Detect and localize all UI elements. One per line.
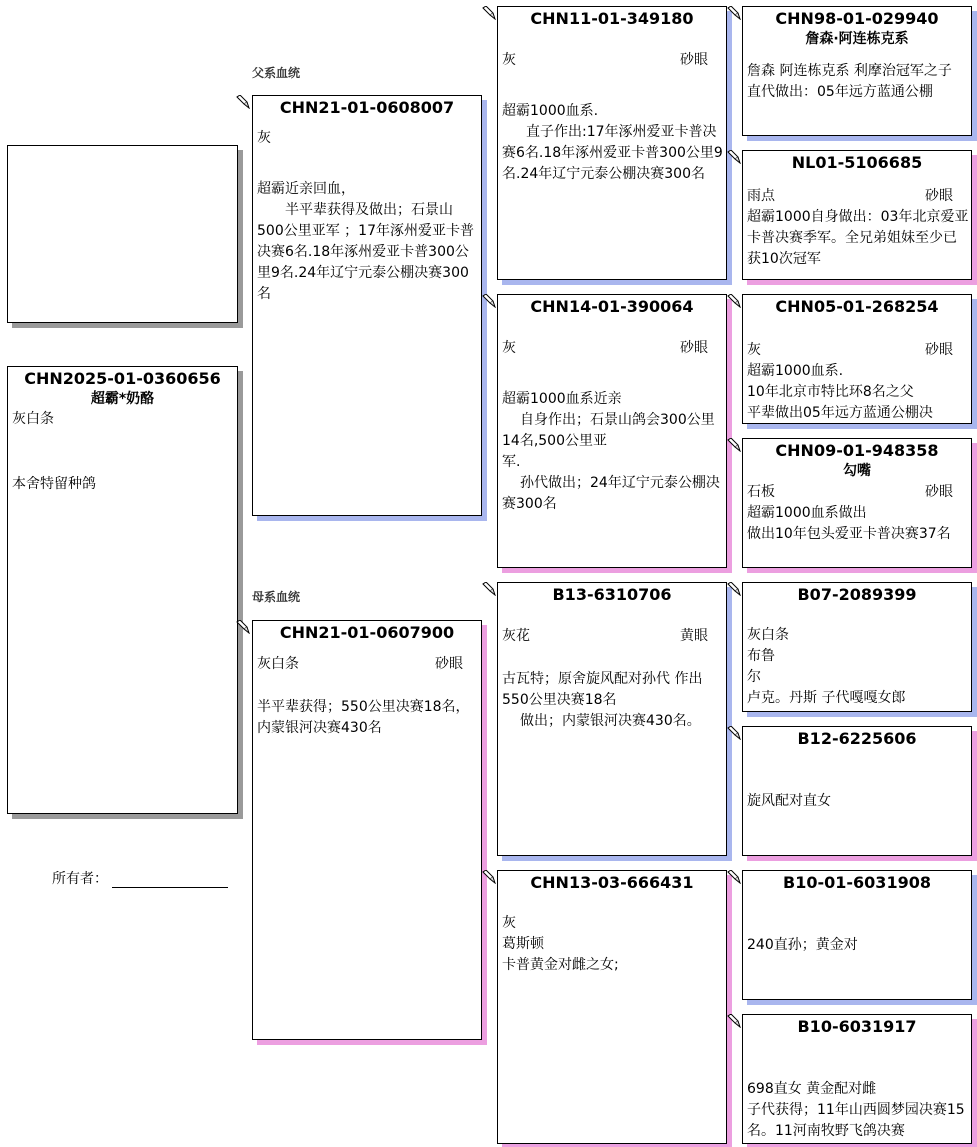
ssd-ring: NL01-5106685 [791, 153, 923, 172]
edit-pen-icon[interactable] [726, 294, 742, 308]
ss-color: 灰 [502, 52, 516, 68]
subject-note: 本舍特留种鸽 [12, 476, 96, 492]
dam-eye: 砂眼 [435, 656, 463, 672]
sdd-ring: CHN09-01-948358 [775, 441, 939, 460]
paternal-label: 父系血统 [252, 66, 301, 80]
sire-note-1: 超霸近亲回血， [257, 181, 355, 197]
sdd-note-1: 超霸1000血系做出 [747, 505, 867, 521]
sire-dam-card[interactable] [497, 294, 727, 568]
sss-ring: CHN98-01-029940 [775, 9, 939, 28]
owner-label: 所有者： [52, 871, 108, 887]
edit-pen-icon[interactable] [481, 6, 497, 20]
dsd-ring: B12-6225606 [797, 729, 917, 748]
dam-dam-card[interactable] [497, 870, 727, 1144]
ssd-card[interactable] [742, 150, 972, 280]
dam-note-1: 半平辈获得；550公里决赛18名，内蒙银河决赛430名 [257, 699, 470, 736]
sd-note-1: 超霸1000血系近亲 [502, 391, 622, 407]
owner-line[interactable] [112, 873, 228, 888]
sire-color: 灰 [257, 130, 271, 146]
ss-eye: 砂眼 [680, 52, 708, 68]
dds-note-1: 240直孙；黄金对 [747, 937, 858, 953]
sds-eye: 砂眼 [925, 342, 953, 358]
sdd-card[interactable] [742, 438, 972, 568]
dsd-card[interactable] [742, 726, 972, 856]
dam-color: 灰白条 [257, 656, 299, 672]
ds-color: 灰花 [502, 628, 530, 644]
dds-ring: B10-01-6031908 [783, 873, 931, 892]
ss-ring: CHN11-01-349180 [530, 9, 694, 28]
sire-ring: CHN21-01-0608007 [279, 98, 455, 117]
sdd-name: 勾嘴 [843, 463, 871, 479]
sds-note-3: 平辈做出05年远方蓝通公棚决 [747, 405, 933, 421]
sd-eye: 砂眼 [680, 340, 708, 356]
dam-sire-card[interactable] [497, 582, 727, 856]
sd-ring: CHN14-01-390064 [530, 297, 694, 316]
sds-card[interactable] [742, 294, 972, 424]
sire-sire-card[interactable] [497, 6, 727, 280]
dss-note-3: 尔 [747, 669, 761, 685]
sss-card[interactable] [742, 6, 972, 136]
ssd-color: 雨点 [747, 188, 775, 204]
edit-pen-icon[interactable] [726, 726, 742, 740]
owner-field[interactable] [52, 868, 228, 888]
edit-pen-icon[interactable] [481, 582, 497, 596]
ds-ring: B13-6310706 [552, 585, 672, 604]
ssd-eye: 砂眼 [925, 188, 953, 204]
dss-note-2: 布鲁 [747, 648, 775, 664]
dd-note-3: 卡普黄金对雌之女; [502, 957, 619, 973]
ddd-note-1: 698直女 黄金配对雌 [747, 1081, 877, 1097]
dds-card[interactable] [742, 870, 972, 1000]
dss-note-4: 卢克。丹斯 子代嘎嘎女郎 [747, 690, 906, 706]
edit-pen-icon[interactable] [726, 438, 742, 452]
dss-note-1: 灰白条 [747, 627, 789, 643]
ddd-note-2: 子代获得；11年山西圆梦园决赛15名。11河南牧野飞鸽决赛 [747, 1102, 965, 1139]
subject-color: 灰白条 [12, 411, 54, 427]
dd-note-1: 灰 [502, 915, 516, 931]
sss-name: 詹森·阿连栋克系 [805, 31, 909, 47]
sd-color: 灰 [502, 340, 516, 356]
ssd-note-1: 超霸1000自身做出：03年北京爱亚卡普决赛季军。全兄弟姐妹至少已获10次冠军 [747, 209, 969, 267]
dam-card[interactable] [252, 620, 482, 1040]
ds-note-2: 做出；内蒙银河决赛430名。 [520, 713, 701, 729]
sdd-color: 石板 [747, 484, 775, 500]
dd-note-2: 葛斯顿 [502, 936, 544, 952]
edit-pen-icon[interactable] [235, 620, 251, 634]
edit-pen-icon[interactable] [726, 6, 742, 20]
photo-box [7, 145, 238, 323]
maternal-label: 母系血统 [252, 590, 301, 604]
edit-pen-icon[interactable] [726, 582, 742, 596]
sire-note-2: 半平辈获得及做出；石景山500公里亚军 ；17年涿州爱亚卡普决赛6名.18年涿州爱亚卡普300公里9名.24年辽宁元泰公棚决赛300名 [257, 202, 474, 302]
edit-pen-icon[interactable] [481, 294, 497, 308]
edit-pen-icon[interactable] [726, 150, 742, 164]
dss-ring: B07-2089399 [797, 585, 917, 604]
ss-note-2: 直子作出:17年涿州爱亚卡普决赛6名.18年涿州爱亚卡普300公里9名.24年辽宁元泰公棚决赛300名 [502, 124, 723, 182]
sdd-note-2: 做出10年包头爱亚卡普决赛37名 [747, 526, 951, 542]
sds-note-1: 超霸1000血系. [747, 363, 844, 379]
ss-note-1: 超霸1000血系. [502, 103, 599, 119]
dam-ring: CHN21-01-0607900 [279, 623, 455, 642]
sds-note-2: 10年北京市特比环8名之父 [747, 384, 914, 400]
sd-note-2: 自身作出；石景山鸽会300公里14名,500公里亚 [502, 412, 715, 449]
dsd-note-1: 旋风配对直女 [747, 793, 831, 809]
ddd-ring: B10-6031917 [797, 1017, 917, 1036]
edit-pen-icon[interactable] [726, 1014, 742, 1028]
ds-eye: 黄眼 [680, 628, 708, 644]
sdd-eye: 砂眼 [925, 484, 953, 500]
sss-note-1: 詹森 阿连栋克系 利摩治冠军之子 [747, 63, 952, 79]
sd-note-4: 孙代做出；24年辽宁元泰公棚决赛300名 [502, 475, 720, 512]
sss-note-2: 直代做出：05年远方蓝通公棚 [747, 84, 933, 100]
subject-card[interactable] [7, 366, 238, 814]
sds-ring: CHN05-01-268254 [775, 297, 939, 316]
sire-card[interactable] [252, 95, 482, 516]
edit-pen-icon[interactable] [235, 95, 251, 109]
ddd-card[interactable] [742, 1014, 972, 1144]
edit-pen-icon[interactable] [726, 870, 742, 884]
dd-ring: CHN13-03-666431 [530, 873, 694, 892]
sd-note-3: 军. [502, 454, 521, 470]
subject-name: 超霸*奶酪 [90, 391, 155, 407]
edit-pen-icon[interactable] [481, 870, 497, 884]
sds-color: 灰 [747, 342, 761, 358]
dss-card[interactable] [742, 582, 972, 712]
ds-note-1: 古瓦特；原舍旋风配对孙代 作出550公里决赛18名 [502, 671, 703, 708]
subject-ring: CHN2025-01-0360656 [24, 369, 221, 388]
